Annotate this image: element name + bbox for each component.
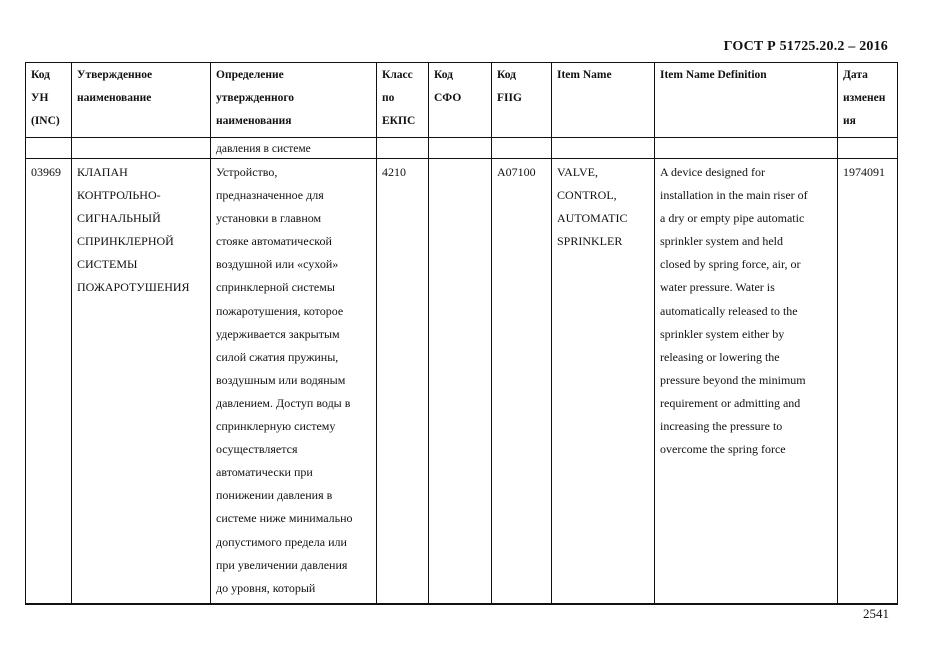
cell-line: установки в главном bbox=[216, 211, 322, 226]
header-item-name bbox=[552, 63, 655, 138]
header-label-line: Item Name bbox=[557, 69, 612, 81]
cell-line: КОНТРОЛЬНО- bbox=[77, 188, 161, 203]
cell-line: СИГНАЛЬНЫЙ bbox=[77, 211, 161, 226]
header-fiig-code bbox=[492, 63, 552, 138]
cell-line: A device designed for bbox=[660, 165, 765, 179]
cell-line: удерживается закрытым bbox=[216, 326, 340, 341]
cell-line: спринклерную систему bbox=[216, 419, 336, 434]
cell-line: AUTOMATIC bbox=[557, 211, 628, 226]
cell-line: releasing or lowering the bbox=[660, 349, 780, 364]
cell-line: automatically released to the bbox=[660, 303, 798, 318]
continuation-cell bbox=[838, 138, 898, 159]
header-sfo-code bbox=[429, 63, 492, 138]
cell-line: installation in the main riser of bbox=[660, 188, 808, 203]
cell-line: при увеличении давления bbox=[216, 557, 348, 572]
header-label-line: Дата bbox=[843, 69, 868, 81]
cell-line: VALVE, bbox=[557, 165, 599, 179]
cell-line: A07100 bbox=[497, 165, 536, 179]
cell-line: предназначенное для bbox=[216, 188, 324, 203]
item-name-cell bbox=[552, 159, 655, 604]
document-title: ГОСТ Р 51725.20.2 – 2016 bbox=[723, 39, 888, 54]
header-label-line: Код bbox=[31, 69, 51, 81]
item-name-definition-cell bbox=[655, 159, 838, 604]
header-label-line: наименования bbox=[216, 114, 292, 127]
cell-line: SPRINKLER bbox=[557, 234, 623, 249]
cell-line: 4210 bbox=[382, 165, 406, 179]
cell-line: воздушной или «сухой» bbox=[216, 257, 339, 272]
cell-line: автоматически при bbox=[216, 465, 313, 480]
cell-line: СПРИНКЛЕРНОЙ bbox=[77, 234, 174, 249]
cell-line: понижении давления в bbox=[216, 488, 333, 503]
sfo-code-cell bbox=[429, 159, 492, 604]
cell-line: СИСТЕМЫ bbox=[77, 257, 138, 272]
header-row bbox=[26, 63, 898, 138]
header-label-line: наименование bbox=[77, 91, 152, 104]
fiig-code-cell bbox=[492, 159, 552, 604]
table-row bbox=[26, 159, 898, 604]
cell-line: Устройство, bbox=[216, 165, 278, 179]
class-ekps-cell bbox=[377, 159, 429, 604]
cell-line: воздушным или водяным bbox=[216, 372, 346, 387]
continuation-cell bbox=[72, 138, 211, 159]
cell-line: overcome the spring force bbox=[660, 442, 786, 457]
catalog-table bbox=[25, 62, 898, 605]
change-date-cell bbox=[838, 159, 898, 604]
header-class-ekps bbox=[377, 63, 429, 138]
cell-line: sprinkler system either by bbox=[660, 326, 785, 341]
header-label-line: УН bbox=[31, 91, 49, 104]
cell-line: a dry or empty pipe automatic bbox=[660, 211, 805, 226]
header-approved-name bbox=[72, 63, 211, 138]
cell-line: системе ниже минимально bbox=[216, 511, 353, 526]
header-label-line: Код bbox=[434, 69, 454, 81]
definition-cell bbox=[211, 159, 377, 604]
page-number: 2541 bbox=[863, 606, 889, 621]
cell-line: допустимого предела или bbox=[216, 534, 347, 549]
cell-line: water pressure. Water is bbox=[660, 280, 775, 295]
header-definition bbox=[211, 63, 377, 138]
header-label-line: ия bbox=[843, 114, 856, 127]
continuation-cell bbox=[492, 138, 552, 159]
cell-line: increasing the pressure to bbox=[660, 419, 783, 434]
cell-line: до уровня, который bbox=[216, 580, 316, 595]
cell-line: КЛАПАН bbox=[77, 165, 128, 179]
cell-line: 03969 bbox=[31, 165, 61, 179]
header-label-line: по bbox=[382, 91, 395, 104]
header-label-line: утвержденного bbox=[216, 91, 295, 104]
header-label-line: СФО bbox=[434, 91, 462, 104]
continuation-cell bbox=[26, 138, 72, 159]
header-label-line: (INC) bbox=[31, 114, 60, 127]
approved-name-cell bbox=[72, 159, 211, 604]
continuation-cell: давления в системе bbox=[211, 138, 377, 159]
cell-line: пожаротушения, которое bbox=[216, 303, 344, 318]
header-label-line: FIIG bbox=[497, 91, 522, 104]
header-label-line: Определение bbox=[216, 69, 284, 81]
cell-line: стояке автоматической bbox=[216, 234, 332, 249]
continuation-cell bbox=[655, 138, 838, 159]
header-change-date bbox=[838, 63, 898, 138]
header-label-line: ЕКПС bbox=[382, 114, 416, 127]
cell-line: sprinkler system and held bbox=[660, 234, 783, 249]
cell-line: 1974091 bbox=[843, 165, 885, 179]
cell-line: requirement or admitting and bbox=[660, 395, 801, 410]
continuation-row bbox=[26, 138, 898, 159]
header-label-line: Утвержденное bbox=[77, 69, 153, 81]
continuation-cell bbox=[552, 138, 655, 159]
cell-line: силой сжатия пружины, bbox=[216, 349, 339, 364]
continuation-cell bbox=[429, 138, 492, 159]
cell-line: ПОЖАРОТУШЕНИЯ bbox=[77, 280, 190, 295]
cell-line: closed by spring force, air, or bbox=[660, 257, 801, 272]
header-inc-code bbox=[26, 63, 72, 138]
header-label-line: Класс bbox=[382, 69, 413, 81]
cell-line: спринклерной системы bbox=[216, 280, 335, 295]
header-label-line: изменен bbox=[843, 91, 886, 104]
cell-line: CONTROL, bbox=[557, 188, 617, 203]
continuation-cell bbox=[377, 138, 429, 159]
header-label-line: Код bbox=[497, 69, 517, 81]
cell-line: давлением. Доступ воды в bbox=[216, 395, 351, 410]
inc-code-cell bbox=[26, 159, 72, 604]
header-label-line: Item Name Definition bbox=[660, 69, 767, 81]
cell-line: pressure beyond the minimum bbox=[660, 372, 806, 387]
header-item-name-definition bbox=[655, 63, 838, 138]
cell-line: осуществляется bbox=[216, 442, 298, 457]
